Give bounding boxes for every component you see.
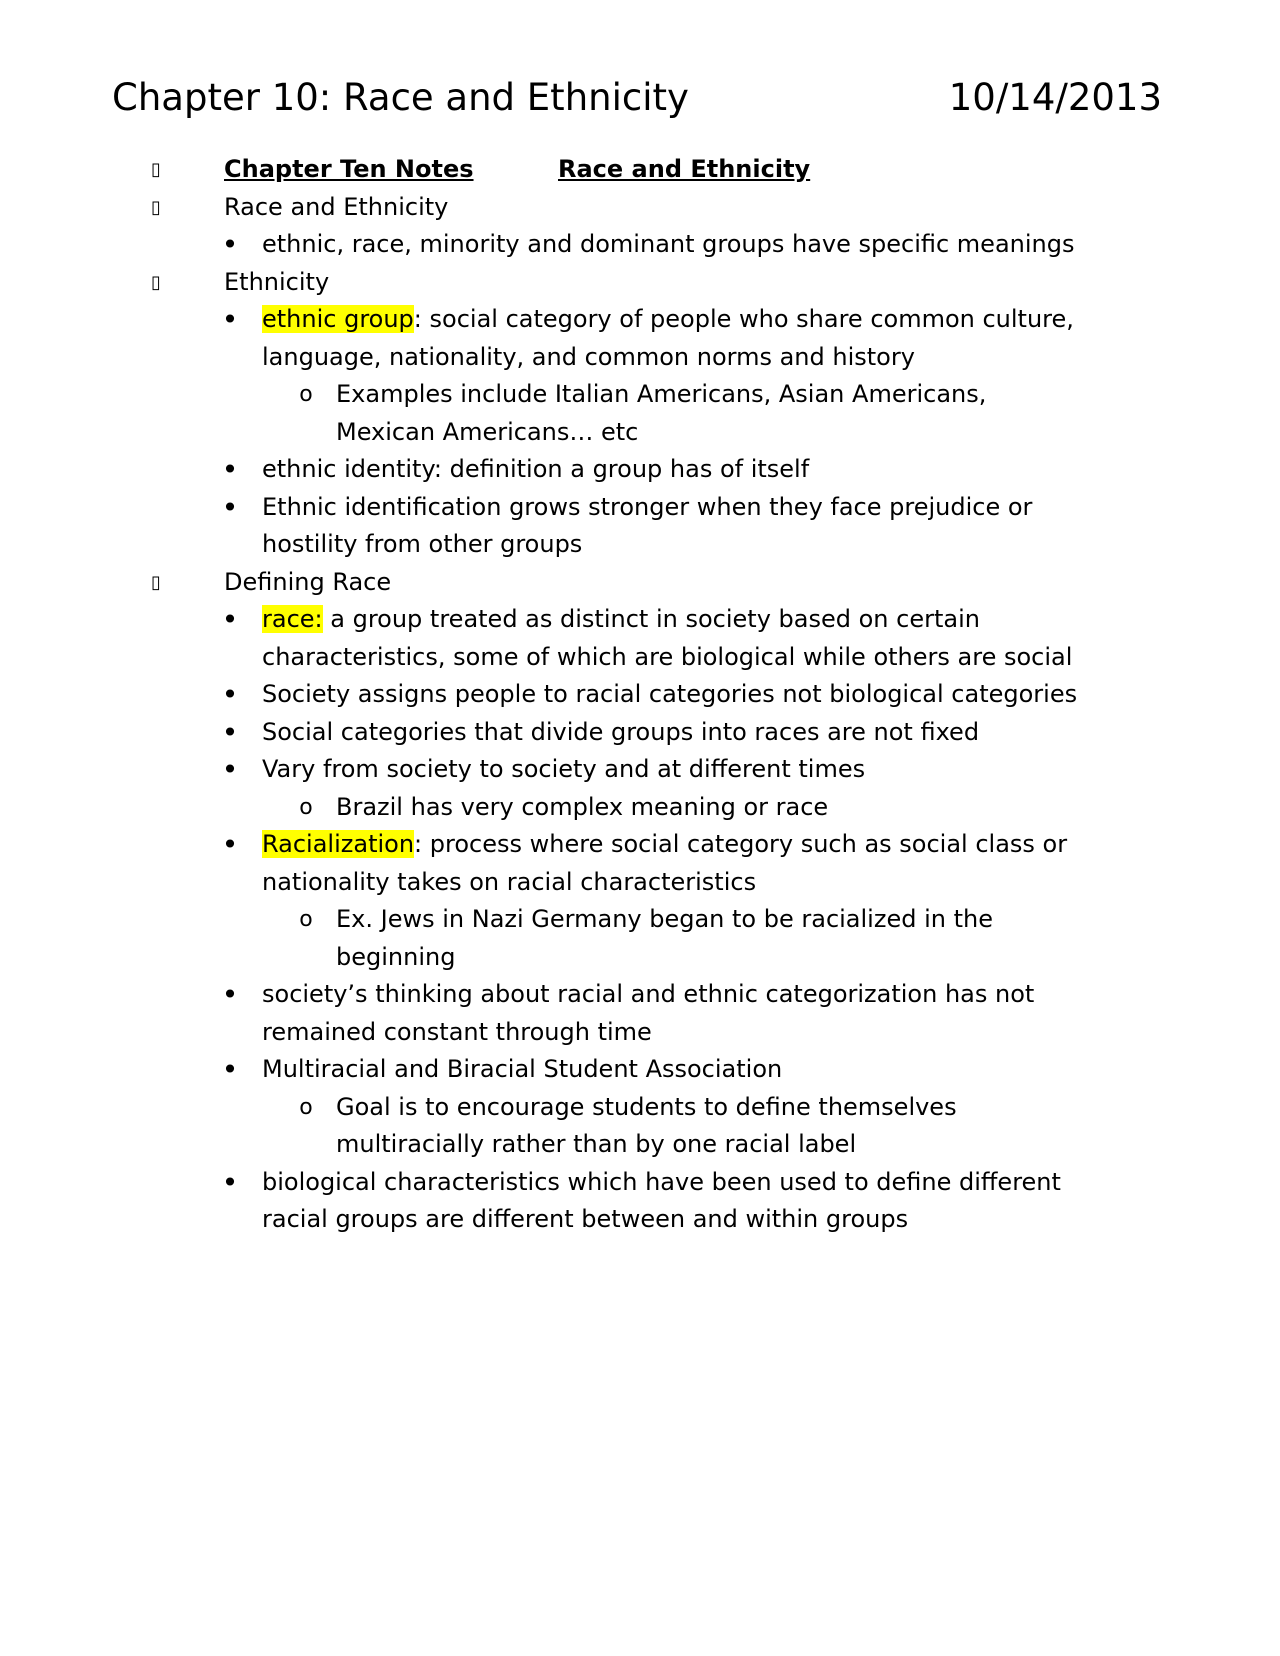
bullet-item [0, 601, 1280, 639]
sub-bullet-text: multiracially rather than by one racial label [336, 1130, 857, 1158]
bullet-item [0, 1164, 1280, 1202]
bullet-text-rest: : process where social category such as social class or [414, 830, 1068, 858]
sub-bullet-text: Goal is to encourage students to define themselves [336, 1092, 957, 1121]
sub-bullet-item [0, 1089, 1280, 1127]
section-title: Defining Race [224, 567, 392, 596]
outline-heading-row [0, 151, 1280, 189]
bullet-text [262, 601, 980, 639]
bullet-text: hostility from other groups [262, 530, 583, 558]
bullet-continuation [0, 864, 1280, 902]
bullet-icon: • [221, 828, 239, 861]
bullet-icon: • [221, 603, 239, 636]
circle-o-icon: o [299, 382, 313, 407]
bullet-continuation [0, 339, 1280, 377]
bullet-text-rest: : social category of people who share common culture, [413, 305, 1074, 333]
bullet-item [0, 676, 1280, 714]
bullet-icon: • [221, 1053, 239, 1086]
bullet-text: Multiracial and Biracial Student Association [262, 1055, 783, 1083]
bullet-item [0, 489, 1280, 527]
bullet-text: Ethnic identification grows stronger when they face prejudice or [262, 492, 1033, 521]
square-box-icon: ▯ [151, 571, 161, 593]
section-title-row [0, 264, 1280, 302]
sub-bullet-item [0, 376, 1280, 414]
notes-heading-right: Race and Ethnicity [558, 155, 811, 183]
bullet-icon: • [221, 715, 239, 749]
document-header [112, 74, 1162, 122]
bullet-text: ethnic, race, minority and dominant groups have specific meanings [262, 230, 1075, 258]
bullet-continuation [0, 639, 1280, 677]
bullet-item [0, 826, 1280, 864]
bullet-text: biological characteristics which have been used to define different [262, 1167, 1061, 1196]
sub-bullet-text: Examples include Italian Americans, Asian Americans, [336, 380, 987, 408]
bullet-item [0, 226, 1280, 264]
bullet-text: ethnic identity: definition a group has of itself [262, 455, 810, 483]
bullet-item [0, 976, 1280, 1014]
notes-outline [0, 151, 1280, 1239]
bullet-text: Society assigns people to racial categories not biological categories [262, 680, 1078, 708]
sub-bullet-text: beginning [336, 942, 456, 971]
bullet-item [0, 301, 1280, 339]
section-title-row [0, 564, 1280, 602]
bullet-icon: • [221, 453, 239, 486]
bullet-item [0, 751, 1280, 789]
sub-bullet-item [0, 901, 1280, 939]
sub-bullet-text: Mexican Americans… etc [336, 417, 639, 446]
square-box-icon: ▯ [151, 159, 161, 180]
square-box-icon: ▯ [151, 196, 161, 218]
highlighted-term: Racialization [262, 830, 415, 858]
square-box-icon: ▯ [151, 271, 161, 293]
highlighted-term: ethnic group [262, 305, 414, 333]
sub-bullet-text: Ex. Jews in Nazi Germany began to be racialized in the [336, 905, 993, 933]
bullet-continuation [0, 1014, 1280, 1052]
bullet-icon: • [221, 303, 239, 336]
sub-bullet-text: Brazil has very complex meaning or race [336, 792, 829, 821]
bullet-text-rest: a group treated as distinct in society based on certain [322, 605, 980, 633]
sub-bullet-continuation [0, 1126, 1280, 1164]
bullet-text: nationality takes on racial characteristics [262, 867, 757, 896]
bullet-text: Vary from society to society and at different times [262, 755, 866, 783]
bullet-text [262, 301, 1074, 339]
bullet-text: Social categories that divide groups into races are not fixed [262, 717, 980, 746]
bullet-continuation [0, 1201, 1280, 1239]
sub-bullet-continuation [0, 414, 1280, 452]
sub-bullet-item [0, 789, 1280, 827]
bullet-icon: • [221, 1165, 239, 1199]
bullet-item [0, 451, 1280, 489]
bullet-icon: • [221, 753, 239, 786]
document-title: Chapter 10: Race and Ethnicity [112, 76, 689, 119]
bullet-text: society’s thinking about racial and ethnic categorization has not [262, 980, 1035, 1008]
document-date: 10/14/2013 [948, 76, 1162, 119]
section-title: Race and Ethnicity [224, 192, 449, 221]
bullet-item [0, 714, 1280, 752]
circle-o-icon: o [299, 1094, 313, 1120]
circle-o-icon: o [299, 794, 313, 820]
sub-bullet-continuation [0, 939, 1280, 977]
bullet-item [0, 1051, 1280, 1089]
bullet-continuation [0, 526, 1280, 564]
bullet-icon: • [221, 678, 239, 711]
section-title: Ethnicity [224, 267, 330, 296]
notes-heading-left: Chapter Ten Notes [224, 155, 474, 183]
bullet-text: characteristics, some of which are biological while others are social [262, 642, 1073, 671]
bullet-icon: • [221, 490, 239, 524]
bullet-icon: • [221, 228, 239, 261]
highlighted-term: race: [262, 605, 323, 633]
bullet-text: racial groups are different between and within groups [262, 1205, 909, 1233]
bullet-text: language, nationality, and common norms and history [262, 342, 915, 371]
bullet-text [262, 826, 1067, 864]
bullet-text: remained constant through time [262, 1017, 652, 1046]
circle-o-icon: o [299, 907, 313, 932]
section-title-row [0, 189, 1280, 227]
bullet-icon: • [221, 978, 239, 1011]
